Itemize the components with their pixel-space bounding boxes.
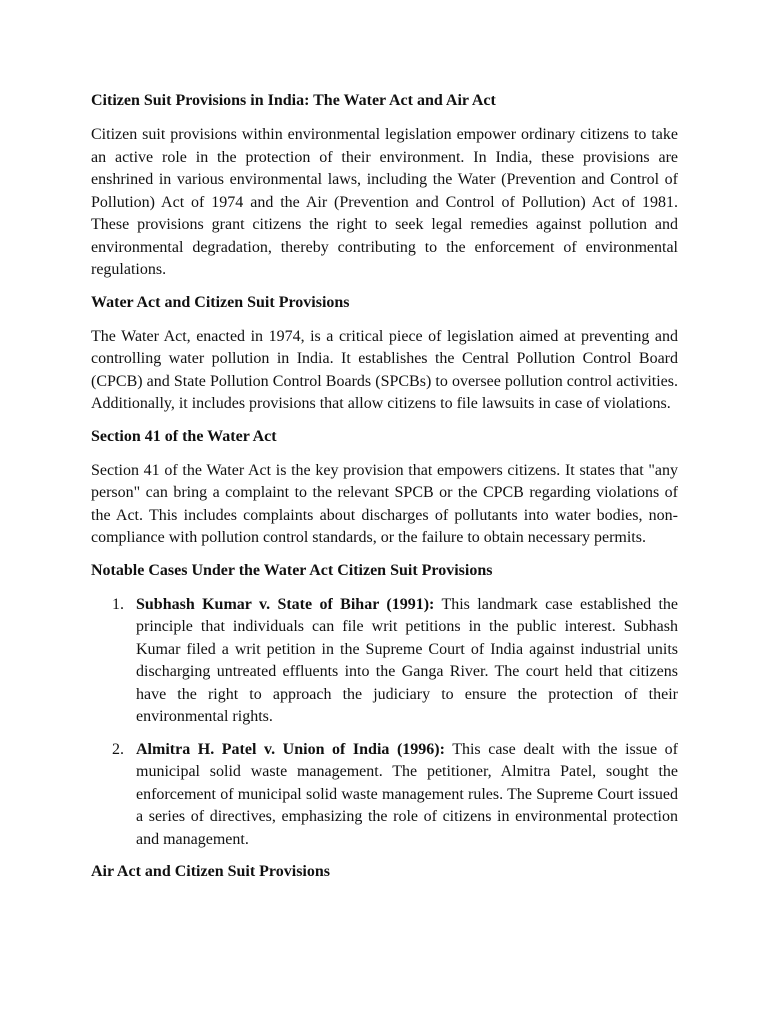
document-title: Citizen Suit Provisions in India: The Water Act and Air Act bbox=[91, 92, 496, 109]
case-name: Subhash Kumar v. State of Bihar (1991): bbox=[136, 595, 435, 613]
document-page bbox=[91, 90, 678, 895]
case-name: Almitra H. Patel v. Union of India (1996): bbox=[136, 740, 445, 758]
list-item bbox=[91, 739, 678, 852]
cases-list bbox=[91, 594, 678, 852]
case-text: This case dealt with the issue of municipal solid waste management. The petitioner, Almitra Patel, sought the enforcement of municipal solid waste management rules. The Supreme Court issued a series of directives, emphasizing the role of citizens in environmental protection and management. bbox=[136, 740, 678, 848]
air-act-heading: Air Act and Citizen Suit Provisions bbox=[91, 863, 330, 880]
intro-paragraph: Citizen suit provisions within environmental legislation empower ordinary citizens to take an active role in the protection of their environment. In India, these provisions are enshrined in various environmental laws, including the Water (Prevention and Control of Pollution) Act of 1974 and the Air (Prevention and Control of Pollution) Act of 1981. These provisions grant citizens the right to seek legal remedies against pollution and environmental degradation, thereby contributing to the enforcement of environmental regulations. bbox=[91, 126, 678, 278]
section-41-paragraph: Section 41 of the Water Act is the key provision that empowers citizens. It states that "any person" can bring a complaint to the relevant SPCB or the CPCB regarding violations of the Act. This includes complaints about discharges of pollutants into water bodies, non-compliance with pollution control standards, or the failure to obtain necessary permits. bbox=[91, 461, 678, 546]
notable-cases-heading: Notable Cases Under the Water Act Citizen Suit Provisions bbox=[91, 561, 493, 579]
water-act-paragraph: The Water Act, enacted in 1974, is a critical piece of legislation aimed at preventing and controlling water pollution in India. It establishes the Central Pollution Control Board (CPCB) and State Pollution Control Boards (SPCBs) to oversee pollution control activities. Additionally, it includes provisions that allow citizens to file lawsuits in case of violations. bbox=[91, 327, 678, 412]
section-41-heading: Section 41 of the Water Act bbox=[91, 427, 277, 445]
water-act-heading: Water Act and Citizen Suit Provisions bbox=[91, 293, 350, 311]
list-item bbox=[91, 594, 678, 729]
case-text: This landmark case established the principle that individuals can file writ petitions in the public interest. Subhash Kumar filed a writ petition in the Supreme Court of India against industrial units discharging untreated effluents into the Ganga River. The court held that citizens have the right to approach the judiciary to ensure the protection of their environmental rights. bbox=[136, 595, 678, 725]
list-item-number: 2. bbox=[112, 740, 124, 758]
list-item-number: 1. bbox=[112, 595, 124, 613]
